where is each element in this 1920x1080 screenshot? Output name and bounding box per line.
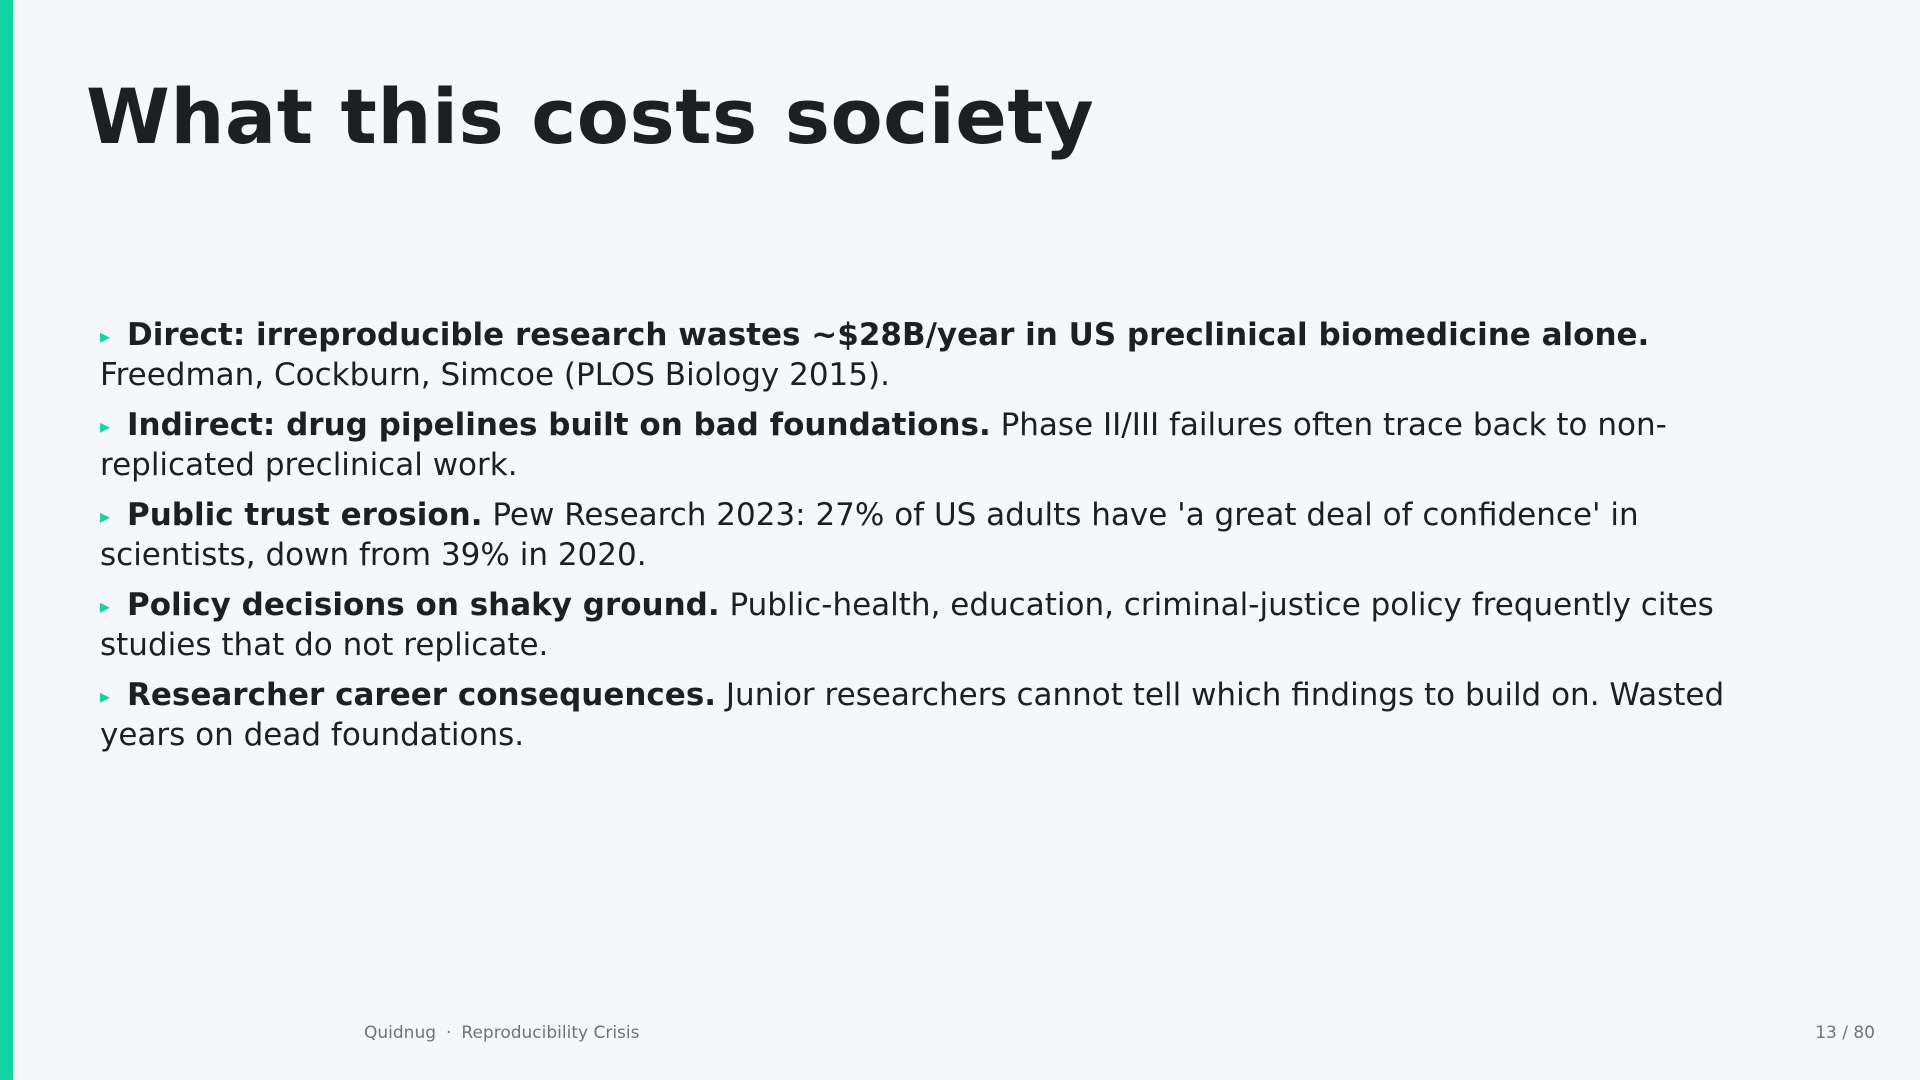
triangle-bullet-icon: ▸ — [100, 594, 111, 618]
bullet-item — [100, 406, 1800, 485]
accent-bar — [0, 0, 13, 1080]
bullet-item — [100, 676, 1800, 755]
bullet-item — [100, 586, 1800, 665]
bullet-text: Public-health, education, criminal-justice policy frequently cites studies that do not replicate. — [100, 587, 1714, 663]
bullet-text: Pew Research 2023: 27% of US adults have 'a great deal of confidence' in scientists, down from 39% in 2020. — [100, 497, 1639, 573]
bullet-text: Junior researchers cannot tell which findings to build on. Wasted years on dead foundations. — [100, 677, 1725, 753]
page-number: 13 / 80 — [1815, 1023, 1875, 1043]
slide-title: What this costs society — [86, 72, 1095, 161]
bullet-list — [100, 316, 1800, 766]
bullet-lead: Direct: irreproducible research wastes ~$28B/year in US preclinical biomedicine alone. — [127, 317, 1650, 353]
bullet-text: Phase II/III failures often trace back to non-replicated preclinical work. — [100, 407, 1667, 483]
footer-org: Quidnug — [364, 1023, 437, 1043]
triangle-bullet-icon: ▸ — [100, 324, 111, 348]
footer-deck-info — [364, 1023, 639, 1043]
bullet-lead: Researcher career consequences. — [127, 677, 717, 713]
footer-deck-title: Reproducibility Crisis — [461, 1023, 640, 1043]
triangle-bullet-icon: ▸ — [100, 414, 111, 438]
bullet-item — [100, 316, 1800, 395]
bullet-text: Freedman, Cockburn, Simcoe (PLOS Biology 2015). — [100, 357, 890, 393]
bullet-lead: Policy decisions on shaky ground. — [127, 587, 720, 623]
bullet-lead: Indirect: drug pipelines built on bad foundations. — [127, 407, 991, 443]
triangle-bullet-icon: ▸ — [100, 504, 111, 528]
bullet-lead: Public trust erosion. — [127, 497, 483, 533]
bullet-item — [100, 496, 1800, 575]
triangle-bullet-icon: ▸ — [100, 684, 111, 708]
footer-separator: · — [446, 1023, 452, 1043]
